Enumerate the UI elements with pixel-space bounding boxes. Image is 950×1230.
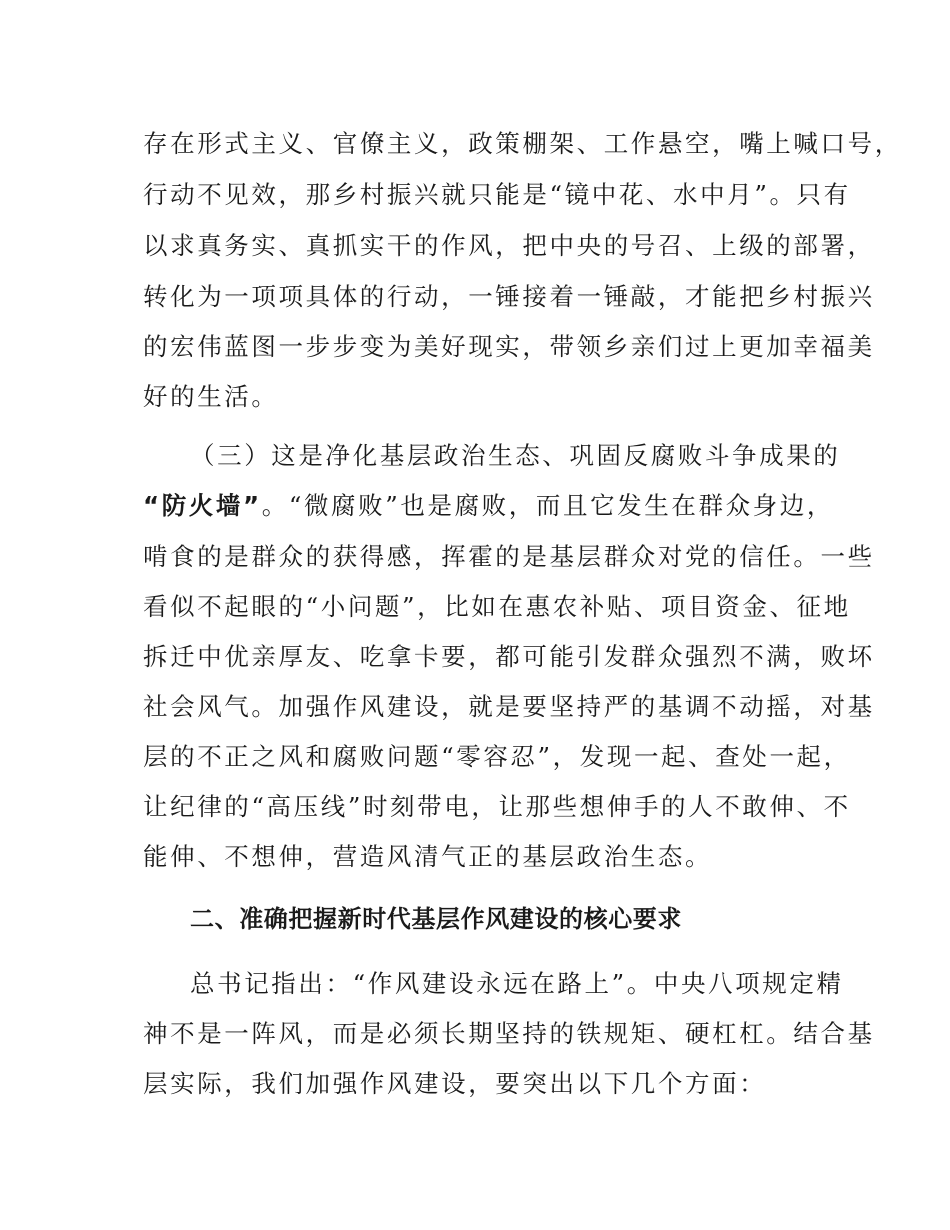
paragraph-2-line-2-rest: 。“微腐败”也是腐败，而且它发生在群众身边，: [261, 491, 834, 520]
paragraph-2-line-2: [143, 490, 834, 522]
paragraph-3-line-1: 总书记指出：“作风建设永远在路上”。中央八项规定精: [190, 969, 844, 998]
paragraph-1-line-4: 转化为一项项具体的行动，一锤接着一锤敲，才能把乡村振兴: [143, 282, 875, 311]
paragraph-2-line-4: 看似不起眼的“小问题”，比如在惠农补贴、项目资金、征地: [143, 592, 851, 621]
paragraph-2-line-3: 啃食的是群众的获得感，挥霍的是基层群众对党的信任。一些: [143, 542, 875, 571]
paragraph-3-line-3: 层实际，我们加强作风建设，要突出以下几个方面：: [143, 1069, 767, 1098]
paragraph-2-line-5: 拆迁中优亲厚友、吃拿卡要，都可能引发群众强烈不满，败坏: [143, 642, 875, 671]
paragraph-2-line-9: 能伸、不想伸，营造风清气正的基层政治生态。: [143, 842, 713, 871]
paragraph-1-line-2: 行动不见效，那乡村振兴就只能是“镜中花、水中月”。只有: [143, 180, 851, 209]
paragraph-3-line-2: 神不是一阵风，而是必须长期坚持的铁规矩、硬杠杠。结合基: [143, 1019, 875, 1048]
paragraph-2-line-7: 层的不正之风和腐败问题“零容忍”，发现一起、查处一起，: [143, 742, 851, 771]
paragraph-1-line-6: 好的生活。: [143, 382, 279, 411]
paragraph-1-line-1: 存在形式主义、官僚主义，政策棚架、工作悬空，嘴上喊口号，: [143, 129, 902, 158]
paragraph-2-line-1: （三）这是净化基层政治生态、巩固反腐败斗争成果的: [190, 441, 841, 470]
paragraph-1-line-5: 的宏伟蓝图一步步变为美好现实，带领乡亲们过上更加幸福美: [143, 332, 875, 361]
paragraph-2-line-6: 社会风气。加强作风建设，就是要坚持严的基调不动摇，对基: [143, 692, 875, 721]
paragraph-1-line-3: 以求真务实、真抓实干的作风，把中央的号召、上级的部署，: [143, 231, 875, 260]
paragraph-2-line-8: 让纪律的“高压线”时刻带电，让那些想伸手的人不敢伸、不: [143, 792, 851, 821]
bold-phrase-firewall: “防火墙”: [143, 491, 262, 520]
section-heading: 二、准确把握新时代基层作风建设的核心要求: [190, 905, 682, 933]
